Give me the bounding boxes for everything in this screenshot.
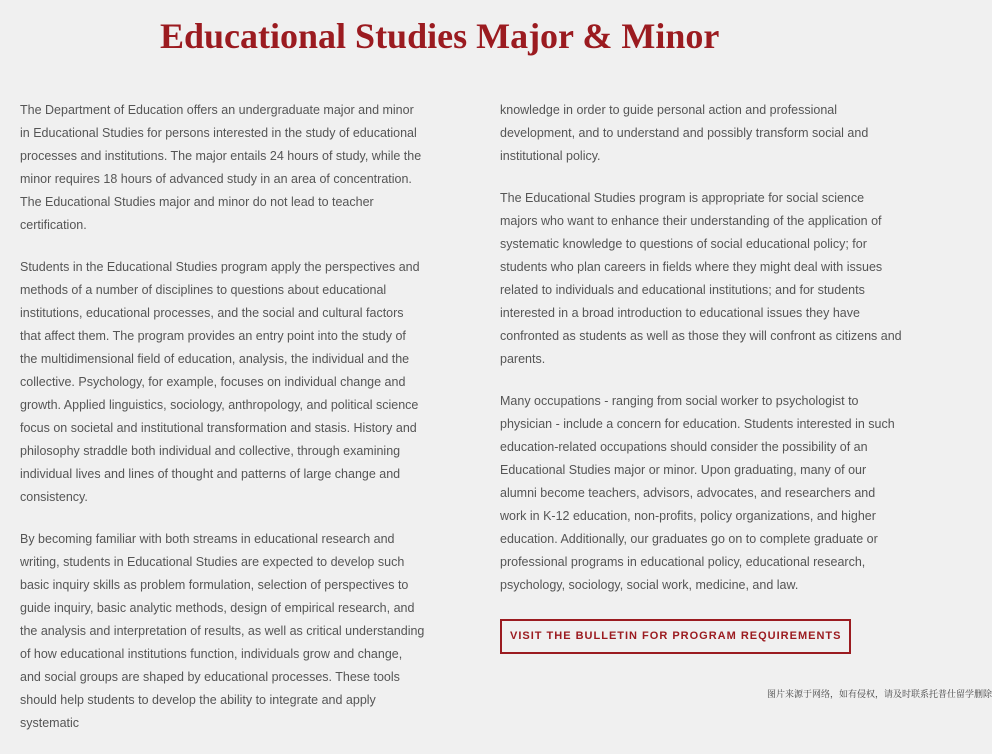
program-audience-paragraph: The Educational Studies program is appropriate for social science majors who want to enhance their understanding of the application of systematic knowledge to questions of social educational policy; for students who plan careers in fields where they might deal with issues related to individuals and educational institutions; and for students interested in a broad introduction to educational issues they have confronted as students as well as those they will confront as citizens and parents.: [500, 191, 902, 366]
visit-bulletin-button[interactable]: VISIT THE BULLETIN FOR PROGRAM REQUIREMENTS: [500, 619, 851, 654]
left-column: [20, 99, 425, 754]
intro-paragraph: The Department of Education offers an undergraduate major and minor in Educational Studies for persons interested in the study of educational processes and institutions. The major entails 24 hours of study, while the minor requires 18 hours of advanced study in an area of concentration. The Educational Studies major and minor do not lead to teacher certification.: [20, 103, 422, 232]
program-perspectives-paragraph: Students in the Educational Studies program apply the perspectives and methods of a number of disciplines to questions about educational institutions, educational processes, and the social and cultural factors that affect them. The program provides an entry point into the study of the multidimensional field of education, analysis, the individual and the collective. Psychology, for example, focuses on individual change and growth. Applied linguistics, sociology, anthropology, and political science focus on societal and institutional transformation and stasis. History and philosophy straddle both individual and collective, through examining individual lives and lines of thought and patterns of large change and consistency.: [20, 260, 420, 504]
inquiry-skills-continued-paragraph: knowledge in order to guide personal action and professional development, and to understand and possibly transform social and institutional policy.: [500, 103, 869, 163]
watermark-text: 图片来源于网络，如有侵权，请及时联系托普仕留学删除: [766, 689, 992, 699]
inquiry-skills-paragraph: By becoming familiar with both streams in educational research and writing, students in Educational Studies are expected to develop such basic inquiry skills as problem formulation, selection of perspectives to guide inquiry, basic analytic methods, design of empirical research, and the analysis and interpretation of results, as well as critical understanding of how educational institutions function, individuals grow and change, and social groups are shaped by educational processes. These tools should help students to develop the ability to integrate and apply systematic: [20, 532, 425, 730]
occupations-paragraph: Many occupations - ranging from social worker to psychologist to physician - include a concern for education. Students interested in such education-related occupations should consider the possibility of an Educational Studies major or minor. Upon graduating, many of our alumni become teachers, advisors, advocates, and researchers and work in K-12 education, non-profits, policy organizations, and higher education. Additionally, our graduates go on to complete graduate or professional programs in educational policy, educational research, psychology, sociology, social work, medicine, and law.: [500, 394, 895, 592]
page-title: Educational Studies Major & Minor: [160, 16, 720, 56]
right-column: [500, 99, 905, 654]
